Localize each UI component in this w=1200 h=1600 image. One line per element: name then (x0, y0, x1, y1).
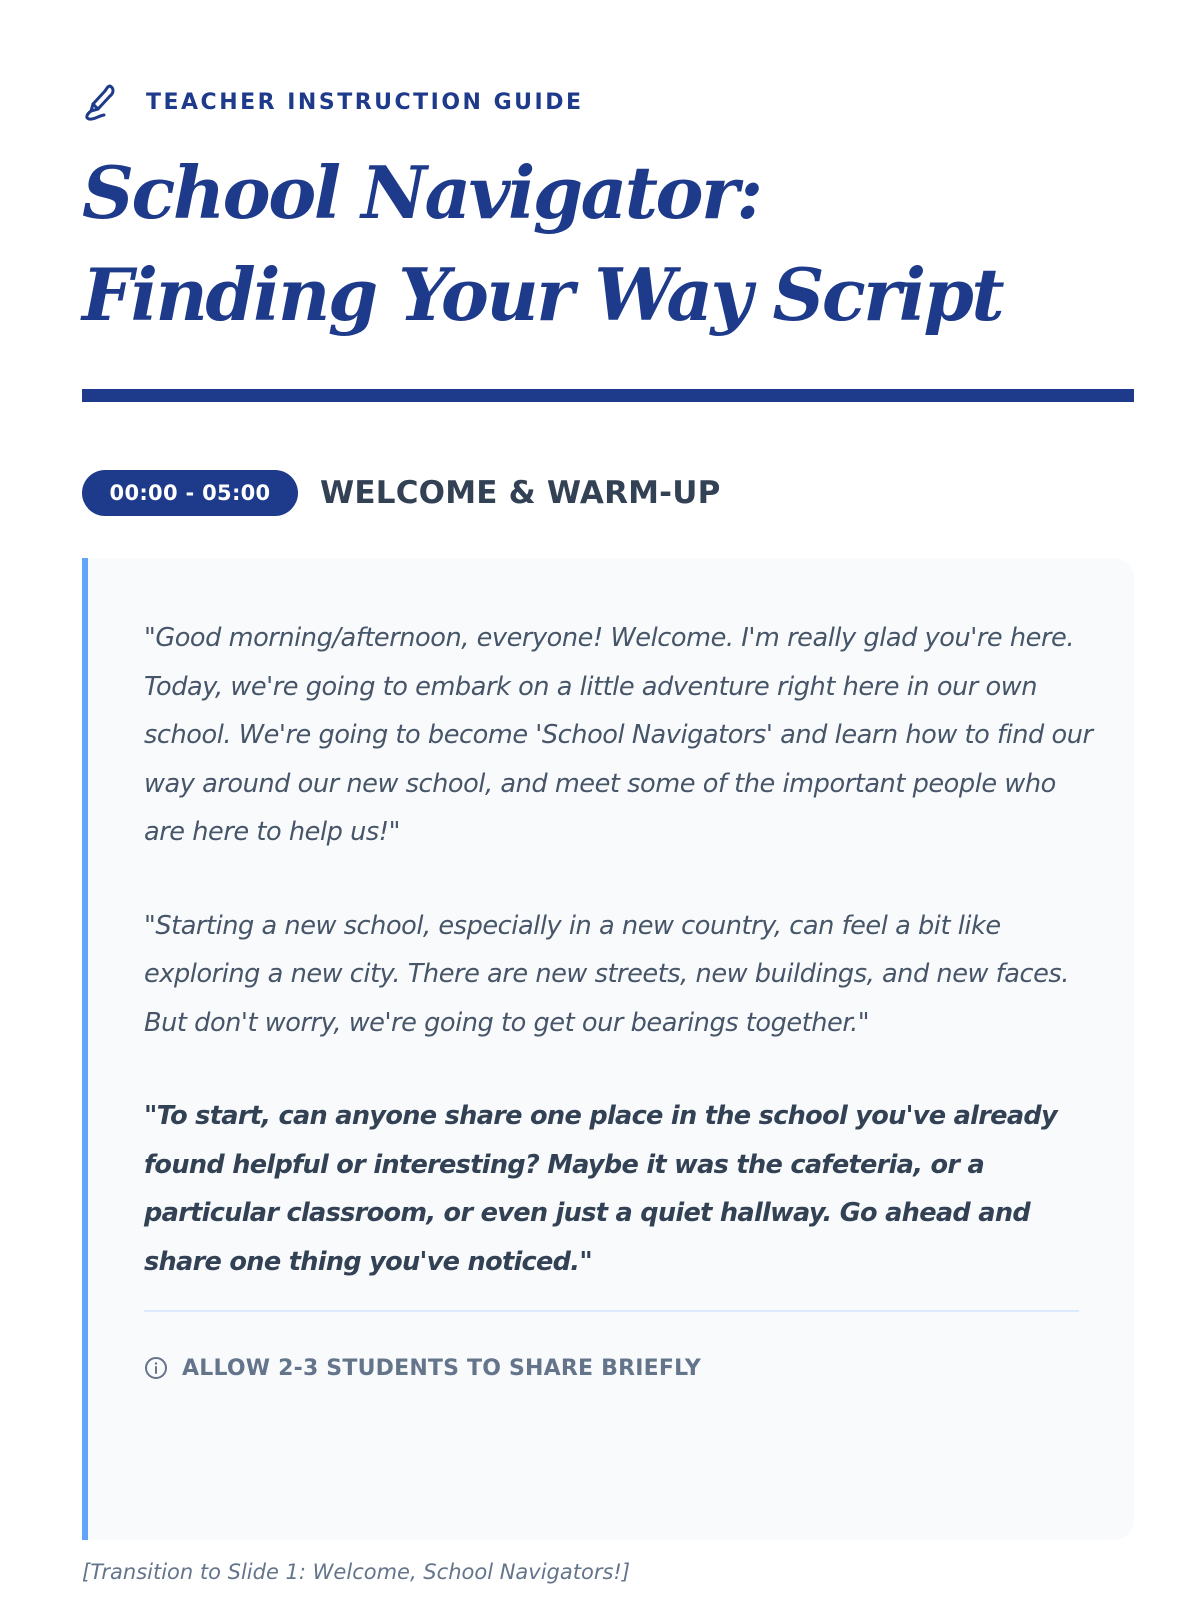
teacher-note-text: ALLOW 2-3 STUDENTS TO SHARE BRIEFLY (182, 1355, 701, 1381)
guide-eyebrow (82, 82, 584, 122)
time-range-badge: 00:00 - 05:00 (82, 470, 298, 516)
slide-transition-note: [Transition to Slide 1: Welcome, School Navigators!] (82, 1560, 631, 1584)
eyebrow-label: TEACHER INSTRUCTION GUIDE (146, 89, 584, 115)
title-line-2: Finding Your Way Script (82, 252, 1003, 337)
pen-icon (82, 82, 118, 122)
title-divider (82, 389, 1134, 402)
script-body (144, 614, 1104, 1388)
script-card (82, 558, 1134, 1540)
page-title (82, 142, 1142, 346)
section-header (82, 470, 721, 516)
teacher-note (144, 1348, 1104, 1388)
info-icon (144, 1356, 168, 1380)
section-title: WELCOME & WARM-UP (320, 475, 721, 511)
title-line-1: School Navigator: (82, 150, 761, 235)
script-paragraph: "Good morning/afternoon, everyone! Welcome. I'm really glad you're here. Today, we're going to embark on a little adventure right here in our own school. We're going to become 'School Navigators' and learn how to find our way around our new school, and meet some of the important people who are here to help us!" (144, 623, 1093, 847)
script-question-paragraph: "To start, can anyone share one place in the school you've already found helpful or interesting? Maybe it was the cafeteria, or a particular classroom, or even just a quiet hallway. Go ahead and share one thing you've noticed." (144, 1101, 1058, 1277)
card-divider (144, 1310, 1079, 1312)
script-paragraph: "Starting a new school, especially in a new country, can feel a bit like exploring a new city. There are new streets, new buildings, and new faces. But don't worry, we're going to get our bearings together." (144, 910, 1069, 1038)
